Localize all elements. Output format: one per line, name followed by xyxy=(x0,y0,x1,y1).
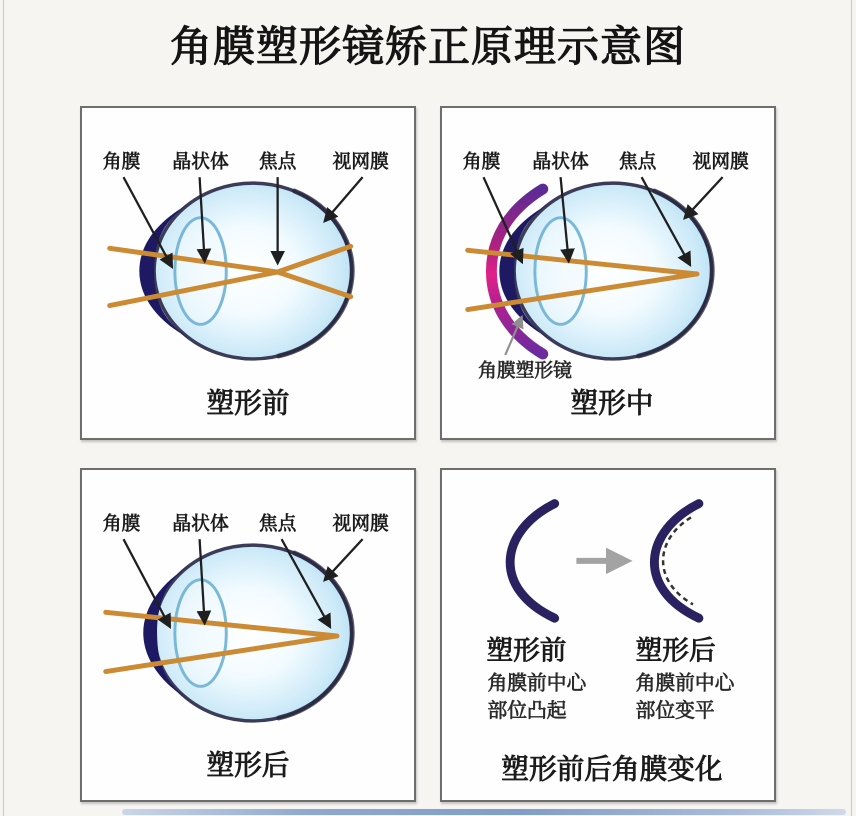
eye-diagram-during xyxy=(442,108,774,438)
panel-cornea-comparison xyxy=(440,468,776,802)
comparison-after-desc-line2: 部位变平 xyxy=(635,700,715,723)
caption-before: 塑形前 xyxy=(206,387,290,419)
comparison-before-title: 塑形前 xyxy=(486,635,567,666)
ortho-lens-label: 角膜塑形镜 xyxy=(478,359,572,381)
focus-label: 焦点 xyxy=(258,150,297,172)
page-title: 角膜塑形镜矫正原理示意图 xyxy=(169,23,686,70)
lens-label: 晶状体 xyxy=(532,150,589,172)
cornea-label: 角膜 xyxy=(462,150,501,172)
caption-during: 塑形中 xyxy=(570,387,654,419)
comparison-after-desc-line1: 角膜前中心 xyxy=(635,672,735,695)
cornea-comparison-diagram xyxy=(442,470,774,800)
retina-label: 视网膜 xyxy=(332,150,389,172)
cornea-after-curve xyxy=(654,504,699,619)
panel-during-shaping xyxy=(440,106,776,440)
comparison-before-desc-line1: 角膜前中心 xyxy=(487,672,587,695)
cornea-pointer-arrow xyxy=(124,539,169,625)
bottom-cropped-blue-bar xyxy=(122,809,846,815)
lens-label: 晶状体 xyxy=(172,512,229,534)
cornea-label: 角膜 xyxy=(102,150,141,172)
lens-label: 晶状体 xyxy=(172,150,229,172)
focus-label: 焦点 xyxy=(258,512,297,534)
retina-pointer-arrow xyxy=(326,177,363,219)
eye-diagram-after xyxy=(82,470,414,800)
lens-shape xyxy=(175,218,226,325)
lens-shape xyxy=(175,580,226,687)
photo-edge-right xyxy=(851,0,852,816)
comparison-after-title: 塑形后 xyxy=(635,635,716,666)
panel-after-shaping xyxy=(80,468,416,802)
focus-label: 焦点 xyxy=(618,150,657,172)
cornea-label: 角膜 xyxy=(102,512,141,534)
retina-pointer-arrow xyxy=(326,539,363,579)
caption-comparison: 塑形前后角膜变化 xyxy=(501,753,723,785)
comparison-before-desc-line2: 部位凸起 xyxy=(487,700,567,723)
panel-before-shaping xyxy=(80,106,416,440)
photo-edge-left xyxy=(3,0,4,816)
cornea-before-curve xyxy=(510,504,555,619)
caption-after: 塑形后 xyxy=(206,749,290,781)
retina-label: 视网膜 xyxy=(692,150,749,172)
retina-pointer-arrow xyxy=(686,177,723,217)
eye-diagram-before xyxy=(82,108,414,438)
retina-label: 视网膜 xyxy=(332,512,389,534)
lens-shape xyxy=(535,218,586,325)
